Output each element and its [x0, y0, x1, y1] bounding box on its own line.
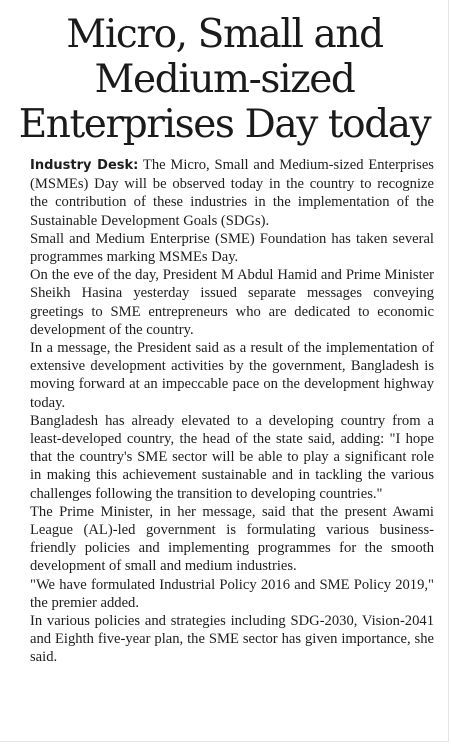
- article-paragraph-7: "We have formulated Industrial Policy 2016 and SME Policy 2019," the premier added.: [30, 576, 434, 611]
- dateline: Industry Desk:: [30, 158, 139, 173]
- paragraph-text: The Micro, Small and Medium-sized Enterprises (MSMEs) Day will be observed today in the country to recognize the contribution of these industries in the implementation of the Sustainable Development Goals (SDGs).: [30, 157, 434, 229]
- article-paragraph-8: In various policies and strategies including SDG-2030, Vision-2041 and Eighth five-year plan, the SME sector has given importance, she said.: [30, 613, 434, 666]
- article-paragraph-2: Small and Medium Enterprise (SME) Foundation has taken several programmes marking MSMEs Day.: [30, 230, 434, 266]
- article-paragraph-5: Bangladesh has already elevated to a developing country from a least-developed country, the head of the state said, adding: "I hope that the country's SME sector will be able to play a significant role in making this achievement sustainable and in tackling the various challenges following the transition to developing countries.": [30, 412, 434, 502]
- article-body: [30, 156, 434, 667]
- article-paragraph-3: On the eve of the day, President M Abdul Hamid and Prime Minister Sheikh Hasina yesterday issued separate messages conveying greetings to SME entrepreneurs who are dedicated to economic development of the country.: [30, 267, 434, 338]
- article-paragraph-4: In a message, the President said as a result of the implementation of extensive development activities by the government, Bangladesh is moving forward at an impeccable pace on the development highway today.: [30, 340, 434, 411]
- article-paragraph-6: The Prime Minister, in her message, said that the present Awami League (AL)-led government is formulating various business-friendly policies and implementing programmes for the smooth development of small and medium industries.: [30, 503, 434, 575]
- headline: Micro, Small and Medium-sized Enterprises Day today: [18, 12, 431, 147]
- article-paragraph-1: [30, 156, 434, 230]
